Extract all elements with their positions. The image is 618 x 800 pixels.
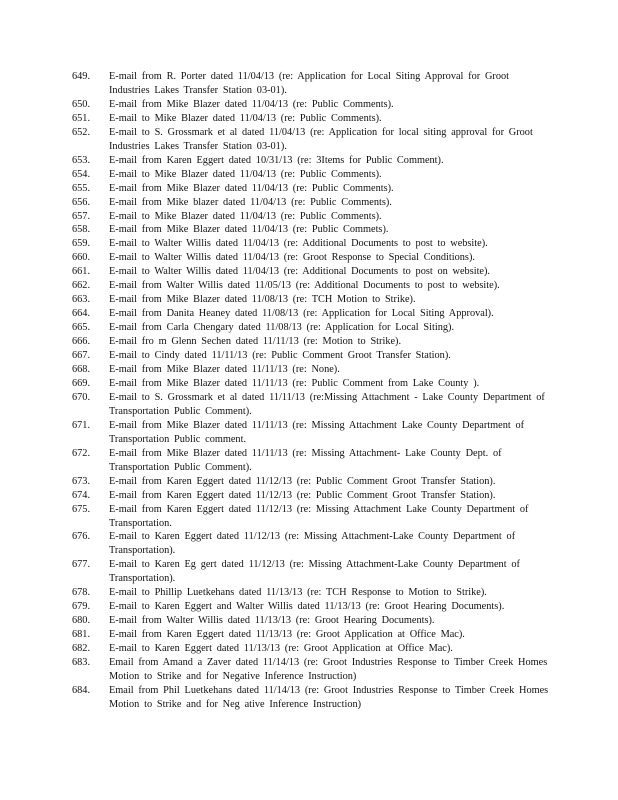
list-item bbox=[72, 237, 552, 251]
entry-text: E-mail from Mike Blazer dated 11/11/13 (re: None). bbox=[109, 364, 340, 376]
list-item bbox=[72, 265, 552, 279]
list-item bbox=[72, 112, 552, 126]
entry-text: E-mail from Mike Blazer dated 11/08/13 (re: TCH Motion to Strike). bbox=[109, 294, 416, 306]
entry-text: Email from Amand a Zaver dated 11/14/13 (re: Groot Industries Response to Timber Creek Homes Motion to Strike and for Negative Inference Instruction) bbox=[109, 657, 548, 682]
entry-number: 671. bbox=[72, 419, 91, 431]
list-item bbox=[72, 154, 552, 168]
entry-number: 655. bbox=[72, 182, 91, 194]
entry-text: E-mail fro m Glenn Sechen dated 11/11/13 (re: Motion to Strike). bbox=[109, 336, 402, 348]
list-item bbox=[72, 98, 552, 112]
entry-number: 669. bbox=[72, 377, 91, 389]
list-item bbox=[72, 628, 552, 642]
list-item bbox=[72, 182, 552, 196]
entry-number: 670. bbox=[72, 391, 91, 403]
entry-text: E-mail from Mike Blazer dated 11/11/13 (re: Missing Attachment Lake County Department of Transportation Public comment. bbox=[109, 419, 525, 445]
entry-text: E-mail to Walter Willis dated 11/04/13 (re: Groot Response to Special Conditions). bbox=[109, 252, 475, 264]
entry-text: E-mail to Karen Eggert dated 11/13/13 (re: Groot Application at Office Mac). bbox=[109, 643, 453, 655]
document-page bbox=[72, 70, 552, 712]
entry-text: E-mail to Karen Eggert dated 11/12/13 (re: Missing Attachment-Lake County Department of Transportation). bbox=[109, 531, 516, 557]
entry-number: 677. bbox=[72, 559, 91, 571]
list-item bbox=[72, 279, 552, 293]
entry-text: E-mail from R. Porter dated 11/04/13 (re: Application for Local Siting Approval for Groot Industries Lakes Transfer Station 03-01). bbox=[109, 71, 509, 96]
list-item bbox=[72, 196, 552, 210]
entry-text: E-mail to Mike Blazer dated 11/04/13 (re: Public Comments). bbox=[109, 168, 382, 180]
list-item bbox=[72, 447, 552, 475]
list-item bbox=[72, 70, 552, 98]
entry-text: E-mail to Mike Blazer dated 11/04/13 (re: Public Comments). bbox=[109, 112, 382, 124]
entry-number: 673. bbox=[72, 475, 91, 487]
list-item bbox=[72, 684, 552, 712]
entry-number: 675. bbox=[72, 503, 91, 515]
entry-number: 654. bbox=[72, 168, 91, 180]
entry-number: 682. bbox=[72, 643, 91, 655]
entry-text: E-mail from Karen Eggert dated 11/12/13 (re: Public Comment Groot Transfer Station). bbox=[109, 489, 496, 501]
list-item bbox=[72, 321, 552, 335]
list-item bbox=[72, 223, 552, 237]
entry-number: 659. bbox=[72, 238, 91, 250]
entry-text: E-mail from Karen Eggert dated 11/13/13 (re: Groot Application at Office Mac). bbox=[109, 629, 465, 641]
entry-number: 650. bbox=[72, 98, 91, 110]
entry-text: E-mail from Carla Chengary dated 11/08/13 (re: Application for Local Siting). bbox=[109, 322, 455, 334]
list-item bbox=[72, 642, 552, 656]
list-item bbox=[72, 335, 552, 349]
list-item bbox=[72, 251, 552, 265]
entry-number: 661. bbox=[72, 266, 91, 278]
entry-number: 678. bbox=[72, 587, 91, 599]
list-item bbox=[72, 168, 552, 182]
entry-text: E-mail to Walter Willis dated 11/04/13 (re: Additional Documents to post to website). bbox=[109, 238, 488, 250]
list-item bbox=[72, 377, 552, 391]
list-item bbox=[72, 349, 552, 363]
entry-number: 652. bbox=[72, 126, 91, 138]
list-item bbox=[72, 293, 552, 307]
entry-number: 666. bbox=[72, 336, 91, 348]
entry-text: E-mail from Mike Blazer dated 11/11/13 (re: Public Comment from Lake County ). bbox=[109, 377, 480, 389]
list-item bbox=[72, 391, 552, 419]
list-item bbox=[72, 586, 552, 600]
list-item bbox=[72, 503, 552, 531]
list-item bbox=[72, 419, 552, 447]
list-item bbox=[72, 614, 552, 628]
entry-number: 657. bbox=[72, 210, 91, 222]
entry-text: E-mail from Danita Heaney dated 11/08/13 (re: Application for Local Siting Approval). bbox=[109, 308, 494, 320]
entry-number: 649. bbox=[72, 71, 91, 82]
entry-text: E-mail from Mike Blazer dated 11/04/13 (re: Public Comments). bbox=[109, 98, 394, 110]
list-item bbox=[72, 126, 552, 154]
entry-number: 664. bbox=[72, 308, 91, 320]
entry-text: E-mail to S. Grossmark et al dated 11/11/13 (re:Missing Attachment - Lake County Department of Transportation Public Comment). bbox=[109, 391, 545, 417]
entry-text: E-mail from Mike Blazer dated 11/11/13 (re: Missing Attachment- Lake County Dept. of Transportation Public Comment). bbox=[109, 447, 502, 473]
entry-text: E-mail from Karen Eggert dated 11/12/13 (re: Missing Attachment Lake County Department of Transportation. bbox=[109, 503, 529, 529]
list-item bbox=[72, 656, 552, 684]
entry-text: E-mail to Phillip Luetkehans dated 11/13/13 (re: TCH Response to Motion to Strike). bbox=[109, 587, 487, 599]
entry-number: 663. bbox=[72, 294, 91, 306]
entry-number: 651. bbox=[72, 112, 91, 124]
entry-number: 668. bbox=[72, 364, 91, 376]
entry-number: 676. bbox=[72, 531, 91, 543]
entry-number: 653. bbox=[72, 154, 91, 166]
entry-text: Email from Phil Luetkehans dated 11/14/13 (re: Groot Industries Response to Timber Creek Homes Motion to Strike and for Neg ative Inference Instruction) bbox=[109, 684, 549, 710]
list-item bbox=[72, 530, 552, 558]
entry-number: 681. bbox=[72, 629, 91, 641]
entry-number: 683. bbox=[72, 657, 91, 669]
entry-number: 658. bbox=[72, 224, 91, 236]
entry-number: 665. bbox=[72, 322, 91, 334]
list-item bbox=[72, 489, 552, 503]
entry-number: 656. bbox=[72, 196, 91, 208]
entry-text: E-mail from Walter Willis dated 11/13/13 (re: Groot Hearing Documents). bbox=[109, 615, 435, 627]
entry-text: E-mail to S. Grossmark et al dated 11/04/13 (re: Application for local siting approval for Groot Industries Lakes Transfer Station 03-01). bbox=[109, 126, 533, 152]
list-item bbox=[72, 210, 552, 224]
entry-number: 660. bbox=[72, 252, 91, 264]
entry-number: 667. bbox=[72, 350, 91, 362]
entry-number: 679. bbox=[72, 601, 91, 613]
list-item bbox=[72, 475, 552, 489]
entry-text: E-mail to Cindy dated 11/11/13 (re: Public Comment Groot Transfer Station). bbox=[109, 350, 451, 362]
entry-text: E-mail to Walter Willis dated 11/04/13 (re: Additional Documents to post on website). bbox=[109, 266, 491, 278]
list-item bbox=[72, 363, 552, 377]
entry-text: E-mail to Karen Eggert and Walter Willis dated 11/13/13 (re: Groot Hearing Documents). bbox=[109, 601, 505, 613]
entry-number: 684. bbox=[72, 684, 91, 696]
entry-text: E-mail from Karen Eggert dated 10/31/13 (re: 3Items for Public Comment). bbox=[109, 154, 444, 166]
entry-text: E-mail from Mike Blazer dated 11/04/13 (re: Public Commets). bbox=[109, 224, 389, 236]
list-item bbox=[72, 558, 552, 586]
entry-text: E-mail from Mike blazer dated 11/04/13 (re: Public Comments). bbox=[109, 196, 392, 208]
entry-number: 674. bbox=[72, 489, 91, 501]
entry-text: E-mail from Walter Willis dated 11/05/13 (re: Additional Documents to post to website). bbox=[109, 280, 500, 292]
entry-text: E-mail from Karen Eggert dated 11/12/13 (re: Public Comment Groot Transfer Station). bbox=[109, 475, 496, 487]
entry-text: E-mail to Mike Blazer dated 11/04/13 (re: Public Comments). bbox=[109, 210, 382, 222]
entry-text: E-mail to Karen Eg gert dated 11/12/13 (re: Missing Attachment-Lake County Department of Transportation). bbox=[109, 559, 520, 585]
list-item bbox=[72, 600, 552, 614]
entry-number: 672. bbox=[72, 447, 91, 459]
entry-text: E-mail from Mike Blazer dated 11/04/13 (re: Public Comments). bbox=[109, 182, 394, 194]
entry-number: 680. bbox=[72, 615, 91, 627]
list-item bbox=[72, 307, 552, 321]
entry-number: 662. bbox=[72, 280, 91, 292]
